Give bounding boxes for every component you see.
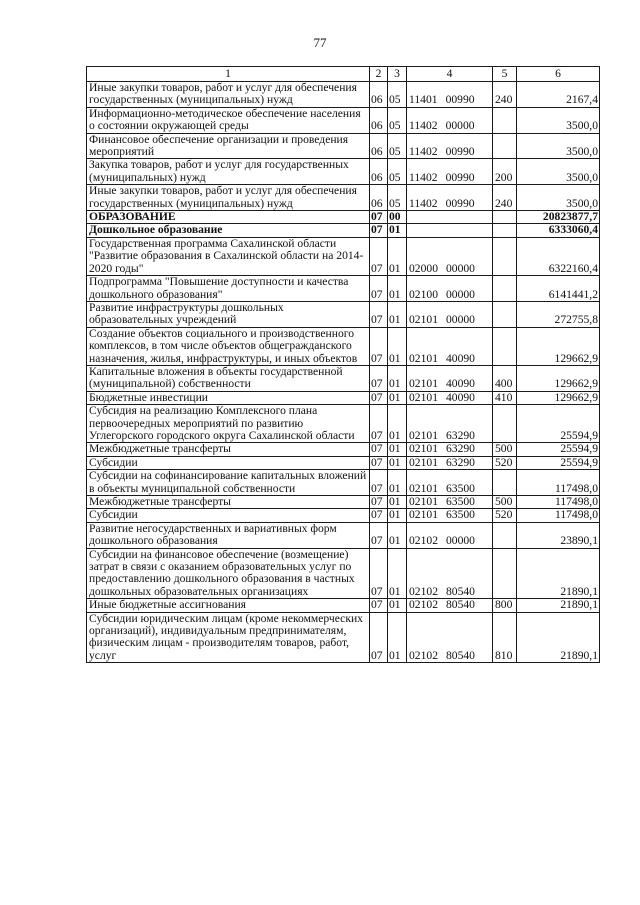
- row-subsection: 05: [388, 82, 407, 108]
- row-amount: 20823877,7: [517, 211, 600, 224]
- row-amount: 21890,1: [517, 548, 600, 599]
- row-target-code: [407, 365, 493, 391]
- row-section: 07: [370, 456, 388, 469]
- row-target-code-program: 02101: [409, 428, 438, 442]
- row-expense-type: 810: [493, 612, 517, 663]
- row-section: 07: [370, 405, 388, 443]
- row-name: Развитие инфраструктуры дошкольных образовательных учреждений: [87, 301, 370, 327]
- row-target-code: [407, 599, 493, 612]
- row-section: 07: [370, 612, 388, 663]
- row-target-code-direction: 00990: [445, 145, 475, 159]
- row-subsection: 00: [388, 211, 407, 224]
- header-col-3: 3: [388, 67, 407, 82]
- row-subsection: 01: [388, 470, 407, 496]
- row-target-code-program: 02100: [409, 287, 438, 301]
- row-subsection: 01: [388, 327, 407, 365]
- row-expense-type: [493, 107, 517, 133]
- row-amount: 6333060,4: [517, 224, 600, 237]
- row-expense-type: 200: [493, 159, 517, 185]
- row-section: 07: [370, 224, 388, 237]
- row-target-code-direction: 40090: [445, 351, 475, 365]
- row-section: 06: [370, 107, 388, 133]
- row-target-code-direction: 00990: [445, 93, 475, 107]
- row-subsection: 05: [388, 185, 407, 211]
- row-expense-type: [493, 301, 517, 327]
- row-name: Субсидии: [87, 456, 370, 469]
- row-target-code: [407, 470, 493, 496]
- row-target-code-program: 02102: [409, 598, 438, 612]
- row-target-code: [407, 327, 493, 365]
- row-amount: 3500,0: [517, 107, 600, 133]
- row-target-code-direction: 00000: [445, 287, 475, 301]
- row-expense-type: [493, 237, 517, 275]
- row-subsection: 01: [388, 276, 407, 302]
- row-amount: 117498,0: [517, 509, 600, 522]
- row-section: 06: [370, 133, 388, 159]
- row-amount: 21890,1: [517, 599, 600, 612]
- row-expense-type: [493, 276, 517, 302]
- table-row: [87, 159, 600, 185]
- row-target-code-program: 02101: [409, 495, 438, 508]
- row-name: Иные бюджетные ассигнования: [87, 599, 370, 612]
- row-section: 06: [370, 185, 388, 211]
- row-target-code: [407, 443, 493, 456]
- row-amount: 129662,9: [517, 391, 600, 404]
- table-row: [87, 456, 600, 469]
- row-section: 07: [370, 327, 388, 365]
- row-target-code-direction: 00000: [445, 119, 475, 133]
- table-row: [87, 391, 600, 404]
- row-subsection: 01: [388, 509, 407, 522]
- row-target-code-program: 02101: [409, 508, 438, 522]
- row-expense-type: 520: [493, 509, 517, 522]
- row-target-code-direction: 63500: [445, 495, 475, 508]
- table-row: [87, 405, 600, 443]
- row-target-code: [407, 159, 493, 185]
- row-target-code: [407, 82, 493, 108]
- row-amount: 21890,1: [517, 612, 600, 663]
- row-target-code: [407, 185, 493, 211]
- table-row: [87, 443, 600, 456]
- row-name: ОБРАЗОВАНИЕ: [87, 211, 370, 224]
- row-subsection: 01: [388, 443, 407, 456]
- row-subsection: 01: [388, 456, 407, 469]
- row-amount: 117498,0: [517, 470, 600, 496]
- row-subsection: 01: [388, 365, 407, 391]
- row-target-code-direction: 80540: [445, 584, 475, 598]
- row-subsection: 05: [388, 133, 407, 159]
- table-row: [87, 470, 600, 496]
- row-target-code-program: 11401: [409, 93, 438, 107]
- row-section: 07: [370, 470, 388, 496]
- row-target-code-direction: 80540: [445, 598, 475, 612]
- row-expense-type: [493, 470, 517, 496]
- row-target-code: [407, 107, 493, 133]
- row-subsection: 01: [388, 599, 407, 612]
- row-target-code-program: 02101: [409, 377, 438, 391]
- row-subsection: 01: [388, 612, 407, 663]
- header-col-6: 6: [517, 67, 600, 82]
- row-target-code-direction: 63290: [445, 456, 475, 469]
- row-target-code: [407, 211, 493, 224]
- row-amount: 117498,0: [517, 496, 600, 509]
- header-col-5: 5: [493, 67, 517, 82]
- row-target-code-program: 11402: [409, 170, 438, 184]
- table-row: [87, 107, 600, 133]
- table-row: [87, 496, 600, 509]
- row-name: Информационно-методическое обеспечение населения о состоянии окружающей среды: [87, 107, 370, 133]
- row-target-code-direction: 00000: [445, 261, 475, 275]
- row-target-code: [407, 509, 493, 522]
- header-col-1: 1: [87, 67, 370, 82]
- row-expense-type: 500: [493, 496, 517, 509]
- row-name: Создание объектов социального и производственного комплексов, в том числе объектов общегражданского назначения, жилья, инфраструктуры, и иных объектов: [87, 327, 370, 365]
- row-section: 07: [370, 276, 388, 302]
- row-name: Межбюджетные трансферты: [87, 443, 370, 456]
- row-expense-type: [493, 548, 517, 599]
- row-target-code-program: 02102: [409, 648, 438, 662]
- table-row: [87, 224, 600, 237]
- row-expense-type: 410: [493, 391, 517, 404]
- row-expense-type: [493, 211, 517, 224]
- row-target-code: [407, 612, 493, 663]
- row-expense-type: 240: [493, 82, 517, 108]
- row-target-code-direction: 40090: [445, 391, 475, 404]
- row-subsection: 01: [388, 496, 407, 509]
- row-target-code-program: 02101: [409, 442, 438, 456]
- row-section: 07: [370, 391, 388, 404]
- row-expense-type: [493, 327, 517, 365]
- row-section: 07: [370, 365, 388, 391]
- row-target-code-direction: 00990: [445, 196, 475, 210]
- row-amount: 3500,0: [517, 159, 600, 185]
- row-target-code: [407, 224, 493, 237]
- row-expense-type: [493, 405, 517, 443]
- row-section: 07: [370, 211, 388, 224]
- row-expense-type: 800: [493, 599, 517, 612]
- row-expense-type: 500: [493, 443, 517, 456]
- row-amount: 6322160,4: [517, 237, 600, 275]
- row-target-code-program: 02101: [409, 481, 438, 495]
- row-name: Капитальные вложения в объекты государственной (муниципальной) собственности: [87, 365, 370, 391]
- row-target-code-direction: 63290: [445, 428, 475, 442]
- row-amount: 23890,1: [517, 522, 600, 548]
- row-target-code-direction: 80540: [445, 648, 475, 662]
- row-target-code-program: 02101: [409, 351, 438, 365]
- row-expense-type: 520: [493, 456, 517, 469]
- row-target-code-direction: 63500: [445, 508, 475, 522]
- row-target-code: [407, 548, 493, 599]
- table-row: [87, 276, 600, 302]
- row-amount: 2167,4: [517, 82, 600, 108]
- row-amount: 25594,9: [517, 456, 600, 469]
- row-subsection: 01: [388, 301, 407, 327]
- table-row: [87, 327, 600, 365]
- row-section: 07: [370, 522, 388, 548]
- header-col-2: 2: [370, 67, 388, 82]
- row-target-code: [407, 456, 493, 469]
- row-section: 07: [370, 548, 388, 599]
- row-subsection: 01: [388, 522, 407, 548]
- row-expense-type: 240: [493, 185, 517, 211]
- row-target-code-direction: 63290: [445, 442, 475, 456]
- table-row: [87, 133, 600, 159]
- table-row: [87, 185, 600, 211]
- row-target-code: [407, 276, 493, 302]
- row-section: 07: [370, 443, 388, 456]
- row-target-code-program: 02101: [409, 313, 438, 327]
- row-subsection: 05: [388, 159, 407, 185]
- table-row: [87, 237, 600, 275]
- row-expense-type: [493, 224, 517, 237]
- row-subsection: 01: [388, 405, 407, 443]
- row-amount: 6141441,2: [517, 276, 600, 302]
- row-name: Развитие негосударственных и вариативных форм дошкольного образования: [87, 522, 370, 548]
- table-row: [87, 612, 600, 663]
- budget-table: [86, 66, 600, 663]
- row-target-code: [407, 496, 493, 509]
- table-row: [87, 548, 600, 599]
- row-name: Субсидии юридическим лицам (кроме некоммерческих организаций), индивидуальным предпринимателям, физическим лицам - производителям товаров, работ, услуг: [87, 612, 370, 663]
- row-subsection: 01: [388, 391, 407, 404]
- row-expense-type: [493, 133, 517, 159]
- row-expense-type: 400: [493, 365, 517, 391]
- row-target-code-direction: 40090: [445, 377, 475, 391]
- row-target-code: [407, 133, 493, 159]
- row-name: Подпрограмма "Повышение доступности и качества дошкольного образования": [87, 276, 370, 302]
- row-subsection: 01: [388, 548, 407, 599]
- row-amount: 3500,0: [517, 133, 600, 159]
- row-name: Субсидии: [87, 509, 370, 522]
- row-subsection: 05: [388, 107, 407, 133]
- row-name: Дошкольное образование: [87, 224, 370, 237]
- row-target-code-program: 11402: [409, 196, 438, 210]
- row-subsection: 01: [388, 237, 407, 275]
- row-amount: 25594,9: [517, 405, 600, 443]
- row-section: 06: [370, 82, 388, 108]
- row-section: 07: [370, 509, 388, 522]
- row-subsection: 01: [388, 224, 407, 237]
- row-section: 07: [370, 237, 388, 275]
- table-header-row: [87, 67, 600, 82]
- row-target-code-program: 11402: [409, 145, 438, 159]
- row-name: Субсидии на софинансирование капитальных вложений в объекты муниципальной собственности: [87, 470, 370, 496]
- row-target-code-program: 11402: [409, 119, 438, 133]
- table-row: [87, 509, 600, 522]
- row-section: 06: [370, 159, 388, 185]
- page-number: 77: [313, 35, 327, 50]
- row-name: Бюджетные инвестиции: [87, 391, 370, 404]
- table-row: [87, 522, 600, 548]
- row-target-code-direction: 00990: [445, 170, 475, 184]
- table-row: [87, 301, 600, 327]
- row-target-code: [407, 405, 493, 443]
- row-target-code: [407, 391, 493, 404]
- row-target-code-direction: 00000: [445, 313, 475, 327]
- row-target-code-program: 02101: [409, 391, 438, 404]
- row-target-code-program: 02102: [409, 584, 438, 598]
- row-name: Закупка товаров, работ и услуг для государственных (муниципальных) нужд: [87, 159, 370, 185]
- row-target-code: [407, 301, 493, 327]
- row-amount: 129662,9: [517, 365, 600, 391]
- row-section: 07: [370, 496, 388, 509]
- row-target-code: [407, 237, 493, 275]
- row-target-code: [407, 522, 493, 548]
- row-name: Иные закупки товаров, работ и услуг для обеспечения государственных (муниципальных) нужд: [87, 82, 370, 108]
- row-amount: 272755,8: [517, 301, 600, 327]
- row-section: 07: [370, 599, 388, 612]
- header-col-4: 4: [407, 67, 493, 82]
- row-target-code-direction: 00000: [445, 534, 475, 548]
- table-row: [87, 599, 600, 612]
- row-target-code-program: 02101: [409, 456, 438, 469]
- row-section: 07: [370, 301, 388, 327]
- row-amount: 3500,0: [517, 185, 600, 211]
- row-name: Субсидии на финансовое обеспечение (возмещение) затрат в связи с оказанием образовательных услуг по предоставлению дошкольного образования в частных дошкольных образовательных организациях: [87, 548, 370, 599]
- row-expense-type: [493, 522, 517, 548]
- row-target-code-program: 02102: [409, 534, 438, 548]
- table-row: [87, 211, 600, 224]
- row-name: Государственная программа Сахалинской области "Развитие образования в Сахалинской области на 2014-2020 годы": [87, 237, 370, 275]
- table-row: [87, 365, 600, 391]
- row-name: Субсидия на реализацию Комплексного плана первоочередных мероприятий по развитию Углегорского городского округа Сахалинской области: [87, 405, 370, 443]
- row-name: Межбюджетные трансферты: [87, 496, 370, 509]
- row-target-code-direction: 63500: [445, 481, 475, 495]
- row-name: Иные закупки товаров, работ и услуг для обеспечения государственных (муниципальных) нужд: [87, 185, 370, 211]
- row-target-code-program: 02000: [409, 261, 438, 275]
- row-amount: 129662,9: [517, 327, 600, 365]
- row-name: Финансовое обеспечение организации и проведения мероприятий: [87, 133, 370, 159]
- table-row: [87, 82, 600, 108]
- row-amount: 25594,9: [517, 443, 600, 456]
